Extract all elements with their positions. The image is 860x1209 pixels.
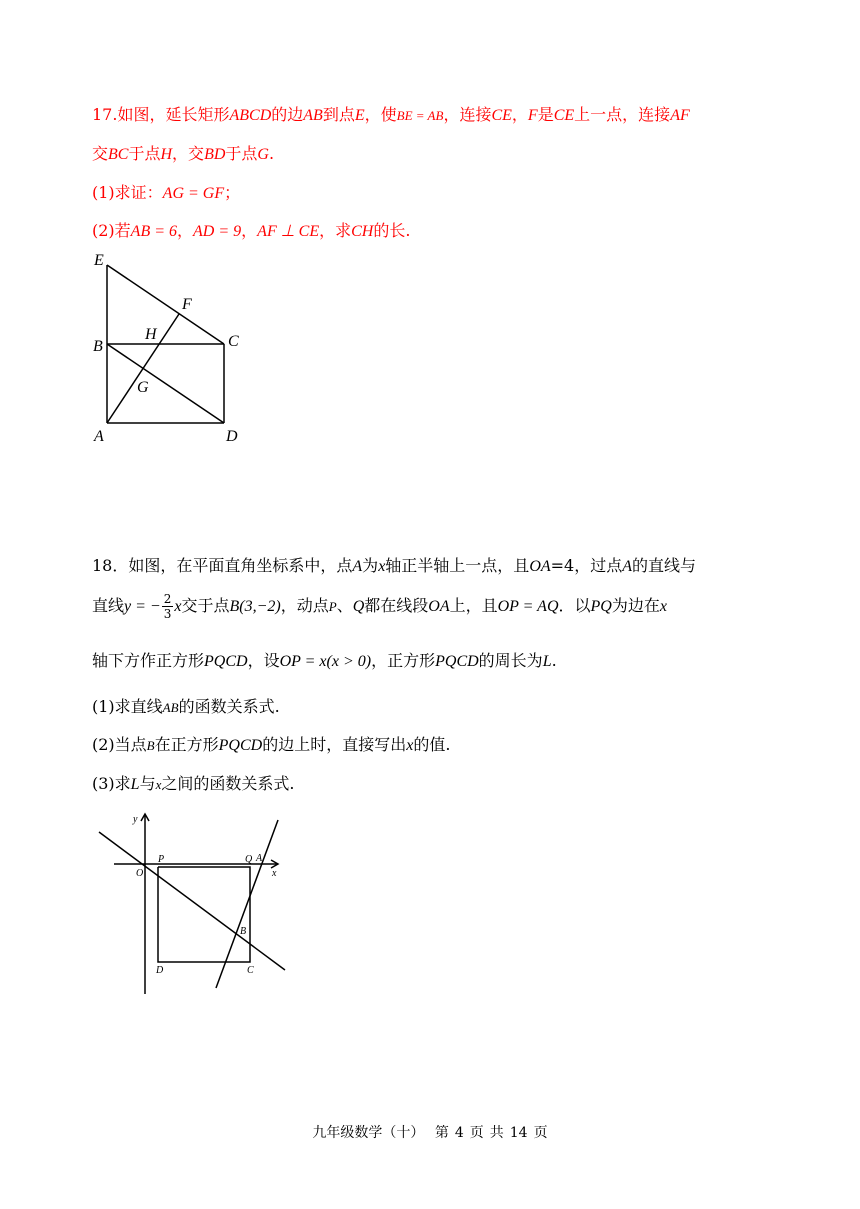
q17-part-1: (1)求证：AG = GF；	[92, 183, 241, 202]
fraction-two-thirds: $\frac{2}{3}$	[163, 592, 172, 621]
q17-part-2: (2)若AB = 6，AD = 9，AF ⊥ CE，求CH的长.	[92, 221, 411, 240]
q18-sub-3: (3)求L与x之间的函数关系式.	[92, 774, 295, 793]
label-b: B	[240, 926, 247, 937]
label-d: D	[156, 965, 164, 976]
q18-line-2: 直线y = − $\frac{2}{3}$ x交于点B(3,−2)，动点P、Q都在线段OA上，且OP = AQ．以PQ为边在x	[92, 592, 667, 621]
line-ab	[216, 820, 278, 988]
q17-line-1: 17.如图，延长矩形ABCD的边AB到点E，使BE = AB，连接CE，F是CE上一点，连接AF	[92, 105, 690, 124]
label-a: A	[94, 428, 104, 445]
label-b: B	[93, 338, 103, 355]
square-pqcd	[158, 867, 250, 962]
label-e: E	[94, 252, 104, 269]
label-a: A	[256, 853, 263, 864]
segment-bd	[107, 344, 224, 423]
q17-figure	[80, 245, 270, 455]
q17-line-2: 交BC于点H，交BD于点G.	[92, 144, 275, 163]
page-footer: 九年级数学（十） 第 4 页 共 14 页	[312, 1125, 548, 1141]
label-o: O	[136, 868, 144, 879]
label-x: x	[272, 868, 277, 879]
segment-ec	[107, 265, 224, 344]
q18-sub-1: (1)求直线AB的函数关系式.	[92, 697, 280, 716]
label-c: C	[228, 333, 239, 350]
q18-sub-2: (2)当点B在正方形PQCD的边上时，直接写出x的值.	[92, 735, 451, 754]
label-d: D	[226, 428, 238, 445]
label-h: H	[145, 326, 157, 343]
label-g: G	[137, 379, 149, 396]
label-y: y	[133, 814, 138, 825]
q18-figure	[92, 812, 292, 994]
label-f: F	[182, 296, 192, 313]
q18-line-1: 18．如图，在平面直角坐标系中，点A为x轴正半轴上一点，且OA=4，过点A的直线与	[92, 556, 697, 575]
label-q: Q	[245, 854, 253, 865]
label-p: P	[158, 854, 165, 865]
q18-line-3: 轴下方作正方形PQCD，设OP = x(x > 0)，正方形PQCD的周长为L.	[92, 651, 557, 670]
label-c: C	[247, 965, 254, 976]
